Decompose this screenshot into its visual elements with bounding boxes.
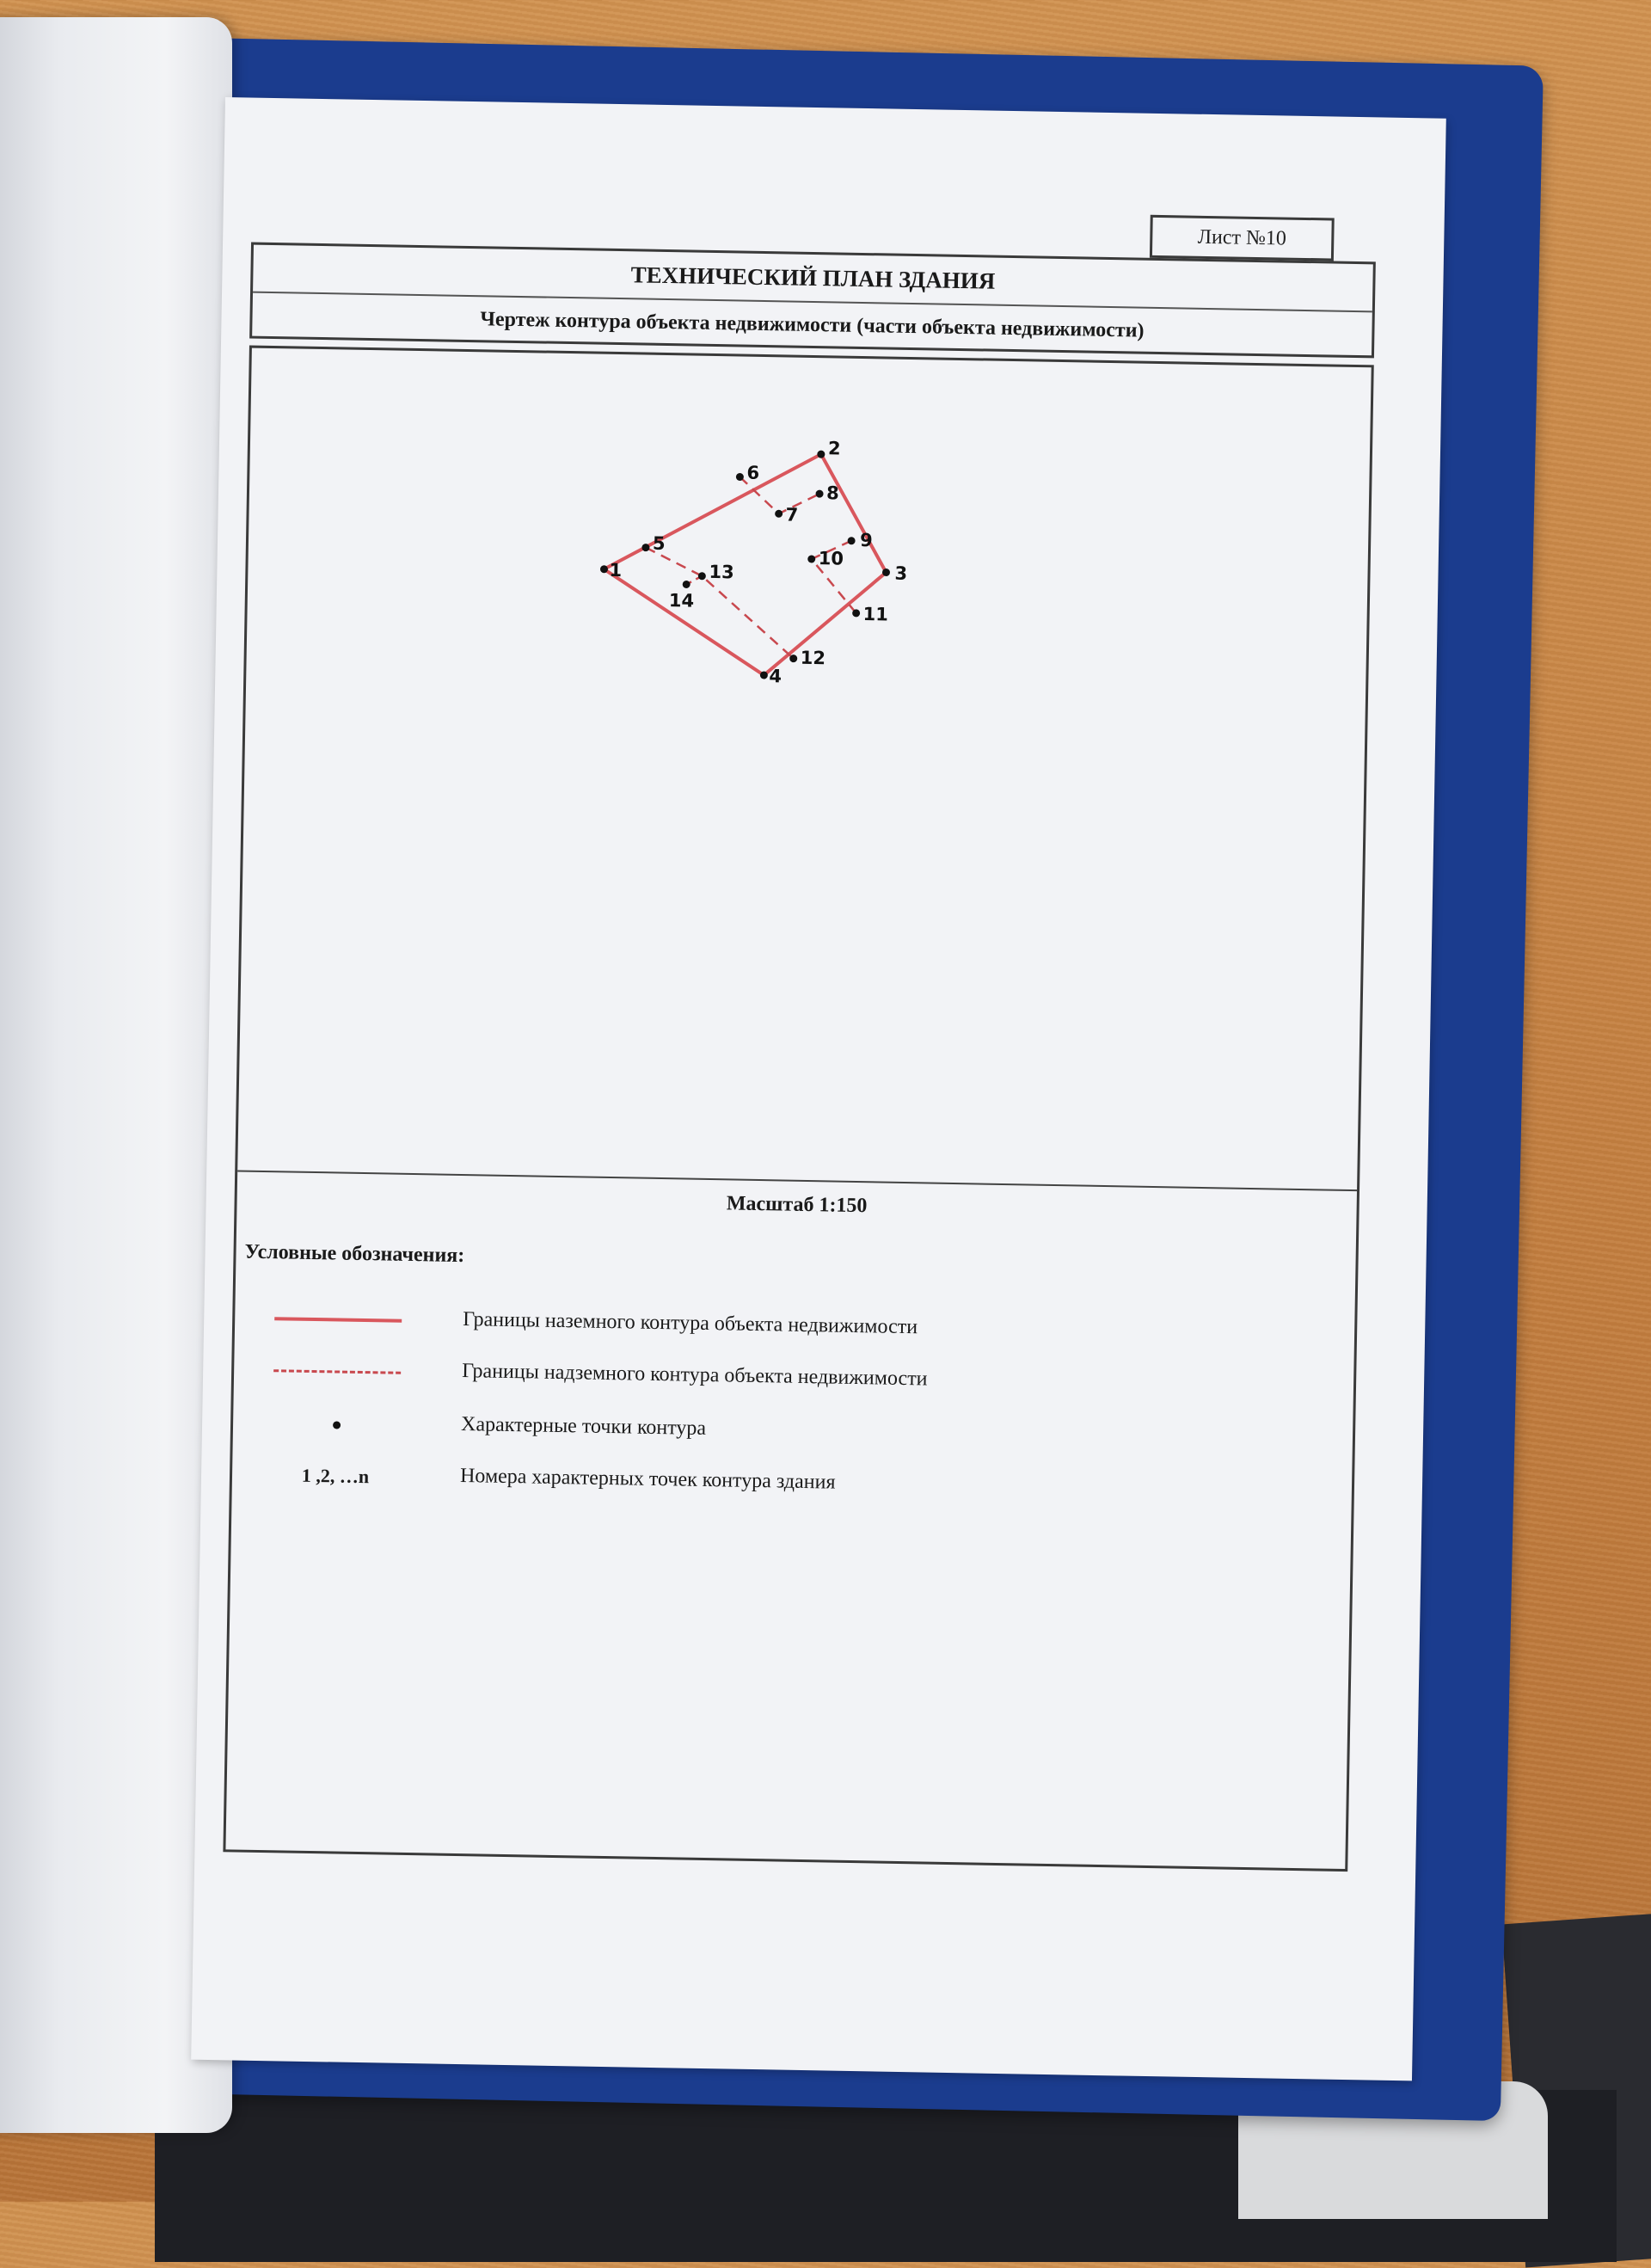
contour-point-label-1: 1 xyxy=(609,559,623,581)
contour-point-14 xyxy=(683,581,690,588)
contour-point-label-3: 3 xyxy=(894,562,908,584)
contour-point-label-4: 4 xyxy=(769,666,783,687)
contour-point-label-11: 11 xyxy=(862,604,889,625)
legend-title: Условные обозначения: xyxy=(244,1240,465,1268)
scale-label: Масштаб 1:150 xyxy=(726,1192,868,1218)
legend-text-points: Характерные точки контура xyxy=(460,1413,707,1440)
dot-symbol xyxy=(333,1421,341,1429)
contour-drawing xyxy=(237,348,1371,1185)
contour-point-8 xyxy=(815,490,823,498)
contour-point-13 xyxy=(698,572,706,580)
contour-point-9 xyxy=(848,537,856,544)
contour-point-label-12: 12 xyxy=(800,647,826,669)
contour-point-label-10: 10 xyxy=(818,548,844,569)
ground-contour xyxy=(602,451,887,678)
contour-point-label-2: 2 xyxy=(827,438,841,459)
legend-item-points xyxy=(242,1406,1274,1459)
contour-point-10 xyxy=(807,555,815,562)
legend-text-numbers: Номера характерных точек контура здания xyxy=(459,1465,836,1494)
sheet-number-box xyxy=(1150,215,1335,261)
numbers-symbol: 1 ,2, …n xyxy=(301,1464,370,1488)
document-page xyxy=(191,97,1446,2081)
legend-text-ground: Границы наземного контура объекта недвижимости xyxy=(463,1308,918,1339)
legend-item-above-ground xyxy=(242,1353,1275,1405)
contour-point-7 xyxy=(775,510,783,518)
contour-point-label-9: 9 xyxy=(859,529,873,551)
document-title: ТЕХНИЧЕСКИЙ ПЛАН ЗДАНИЯ xyxy=(630,261,996,294)
legend-item-ground xyxy=(243,1301,1276,1354)
solid-line-symbol xyxy=(274,1317,402,1323)
contour-point-label-13: 13 xyxy=(709,561,734,583)
sheet-number: Лист №10 xyxy=(1197,225,1287,250)
contour-point-label-14: 14 xyxy=(668,590,695,612)
contour-points xyxy=(598,434,910,689)
dashed-line-symbol xyxy=(273,1369,401,1374)
header-table xyxy=(249,243,1376,359)
contour-point-label-8: 8 xyxy=(826,482,839,504)
legend-item-numbers xyxy=(241,1458,1274,1510)
drawing-frame xyxy=(223,346,1373,1872)
contour-point-label-5: 5 xyxy=(652,532,666,555)
drawing-subtitle: Чертеж контура объекта недвижимости (части объекта недвижимости) xyxy=(480,307,1145,342)
contour-point-12 xyxy=(789,655,797,662)
contour-point-label-7: 7 xyxy=(785,504,799,526)
legend-text-above-ground: Границы надземного контура объекта недвижимости xyxy=(461,1360,928,1391)
contour-point-label-6: 6 xyxy=(746,462,760,483)
